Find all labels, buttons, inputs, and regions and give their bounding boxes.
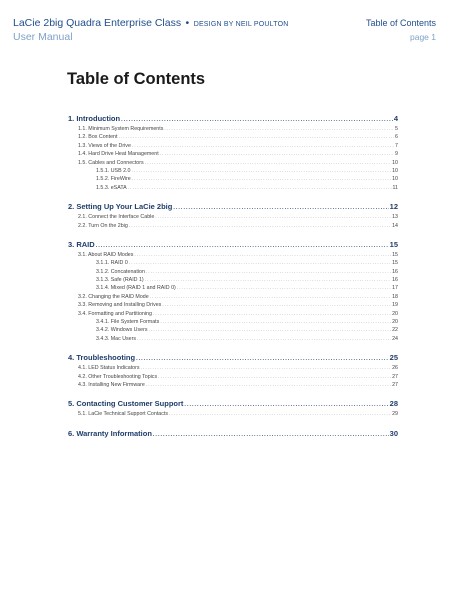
header-doc-line xyxy=(13,13,288,31)
toc-chapter-entry-page: 30 xyxy=(389,428,398,438)
toc-entry-title: 1.5.1. USB 2.0 xyxy=(96,167,131,174)
dot-leader xyxy=(177,286,391,291)
toc-entry-title: 3.4. Formatting and Partitioning xyxy=(78,310,152,317)
dot-leader xyxy=(118,135,394,140)
toc-entry-page: 15 xyxy=(392,260,398,267)
toc-entry[interactable] xyxy=(68,277,398,285)
toc-entry[interactable] xyxy=(68,214,398,222)
toc-entry[interactable] xyxy=(68,382,398,390)
design-credit: DESIGN BY NEIL POULTON xyxy=(193,21,289,28)
toc-entry-page: 17 xyxy=(392,285,398,292)
toc-entry[interactable] xyxy=(68,176,398,184)
dot-leader xyxy=(160,152,394,157)
toc-entry-title: 3.3. Removing and Installing Drives xyxy=(78,302,162,309)
toc-entry-page: 5 xyxy=(395,126,398,132)
toc-entry-title: 1.2. Box Content xyxy=(78,134,118,141)
toc-entry-page: 18 xyxy=(392,293,398,300)
toc-entry[interactable] xyxy=(68,134,398,142)
toc-entry-page: 24 xyxy=(392,335,398,342)
toc-entry[interactable] xyxy=(68,374,398,382)
toc-chapter-entry[interactable] xyxy=(68,240,398,251)
toc-heading: Table of Contents xyxy=(67,70,206,88)
document-subtitle: User Manual xyxy=(13,31,73,43)
page-header xyxy=(13,13,436,43)
dot-leader xyxy=(173,206,388,212)
toc-chapter xyxy=(68,353,398,390)
toc-entry-page: 10 xyxy=(392,176,398,183)
toc-chapter-entry[interactable] xyxy=(68,202,398,213)
dot-leader xyxy=(155,215,391,220)
toc-entry-page: 16 xyxy=(392,268,398,275)
toc-entry-title: 3.4.3. Mac Users xyxy=(96,335,137,342)
toc-entry-title: 5.1. LaCie Technical Support Contacts xyxy=(78,411,169,418)
toc-entry-page: 19 xyxy=(392,302,398,309)
toc-entry[interactable] xyxy=(68,185,398,193)
toc-entry-title: 1.4. Hard Drive Heat Management xyxy=(78,151,159,158)
dot-leader xyxy=(132,144,394,149)
dot-leader xyxy=(145,278,391,283)
toc-entry-page: 11 xyxy=(392,184,398,191)
dot-leader xyxy=(158,375,391,380)
page-number: page 1 xyxy=(410,32,436,42)
toc-entry[interactable] xyxy=(68,160,398,168)
toc-chapter-entry-title: 1. Introduction xyxy=(68,114,121,123)
section-name: Table of Contents xyxy=(365,18,436,28)
toc-entry-page: 10 xyxy=(392,167,398,174)
dot-leader xyxy=(153,433,389,439)
toc-chapter-entry-title: 3. RAID xyxy=(68,239,95,249)
toc-chapter-entry[interactable] xyxy=(68,353,398,364)
toc-chapter-entry[interactable] xyxy=(68,114,398,125)
toc-chapter-entry-title: 4. Troubleshooting xyxy=(68,353,136,363)
toc-entry-page: 9 xyxy=(395,151,398,158)
dot-leader xyxy=(129,224,391,229)
toc-chapter xyxy=(68,240,398,344)
toc-entry[interactable] xyxy=(68,311,398,319)
toc-entry-page: 16 xyxy=(392,277,398,284)
toc-chapter-entry-page: 28 xyxy=(389,399,398,409)
toc-entry-page: 20 xyxy=(392,319,398,326)
toc-entry[interactable] xyxy=(68,302,398,310)
toc-entry-title: 3.1.1. RAID 0 xyxy=(96,260,128,267)
toc-entry[interactable] xyxy=(68,143,398,151)
dot-leader xyxy=(149,328,392,333)
toc-entry-page: 14 xyxy=(392,222,398,229)
dot-leader xyxy=(134,253,391,258)
toc-entry-page: 10 xyxy=(392,159,398,166)
toc-entry[interactable] xyxy=(68,126,398,134)
toc-chapter-entry[interactable] xyxy=(68,429,398,440)
toc-entry[interactable] xyxy=(68,327,398,335)
toc-entry[interactable] xyxy=(68,168,398,176)
toc-chapter xyxy=(68,429,398,440)
toc-chapter-entry-page: 15 xyxy=(389,239,398,249)
dot-leader xyxy=(146,270,391,275)
toc-entry-title: 4.1. LED Status Indicators xyxy=(78,365,140,372)
dot-leader xyxy=(145,161,391,166)
dot-leader xyxy=(128,186,392,191)
document-title: LaCie 2big Quadra Enterprise Class xyxy=(13,17,182,29)
dot-leader xyxy=(121,118,393,124)
toc-entry-title: 1.5.3. eSATA xyxy=(96,184,127,191)
toc-entry-page: 27 xyxy=(392,381,398,388)
toc-entry[interactable] xyxy=(68,319,398,327)
dot-leader xyxy=(150,295,391,300)
dot-leader xyxy=(184,403,388,409)
toc-chapter xyxy=(68,202,398,231)
table-of-contents xyxy=(68,114,398,440)
toc-chapter-entry-title: 5. Contacting Customer Support xyxy=(68,399,184,409)
dot-leader xyxy=(131,169,391,174)
dot-leader xyxy=(153,312,391,317)
toc-entry-title: 3.4.2. Windows Users xyxy=(96,327,148,334)
toc-entry-page: 7 xyxy=(395,142,398,149)
toc-entry-title: 4.3. Installing New Firmware xyxy=(78,381,145,388)
toc-entry-title: 2.2. Turn On the 2big xyxy=(78,222,128,229)
title-separator: • xyxy=(185,17,190,29)
dot-leader xyxy=(132,177,391,182)
toc-chapter-entry-page: 4 xyxy=(393,114,398,123)
toc-chapter xyxy=(68,399,398,419)
toc-entry-page: 15 xyxy=(392,251,398,258)
toc-entry[interactable] xyxy=(68,336,398,344)
toc-entry-page: 27 xyxy=(392,373,398,380)
toc-entry-title: 3.1.4. Mixed (RAID 1 and RAID 0) xyxy=(96,285,176,292)
toc-entry-page: 20 xyxy=(392,310,398,317)
toc-entry[interactable] xyxy=(68,223,398,231)
dot-leader xyxy=(169,412,391,417)
toc-entry-title: 4.2. Other Troubleshooting Topics xyxy=(78,373,158,380)
toc-entry[interactable] xyxy=(68,260,398,268)
toc-entry-title: 1.1. Minimum System Requirements xyxy=(78,126,164,132)
toc-entry[interactable] xyxy=(68,365,398,373)
toc-entry-title: 3.1.2. Concatenation xyxy=(96,268,145,275)
toc-entry[interactable] xyxy=(68,294,398,302)
toc-entry[interactable] xyxy=(68,151,398,159)
dot-leader xyxy=(96,244,389,250)
toc-entry-title: 3.4.1. File System Formats xyxy=(96,319,160,326)
dot-leader xyxy=(129,261,391,266)
toc-entry[interactable] xyxy=(68,285,398,293)
toc-entry-title: 1.5.2. FireWire xyxy=(96,176,131,183)
dot-leader xyxy=(137,337,391,342)
toc-chapter-entry-title: 6. Warranty Information xyxy=(68,428,152,438)
toc-entry-page: 22 xyxy=(392,327,398,334)
toc-entry-page: 29 xyxy=(392,411,398,418)
dot-leader xyxy=(162,303,391,308)
toc-entry-title: 3.1. About RAID Modes xyxy=(78,251,134,258)
toc-chapter-entry-title: 2. Setting Up Your LaCie 2big xyxy=(68,202,173,212)
dot-leader xyxy=(146,383,391,388)
dot-leader xyxy=(160,320,391,325)
toc-chapter-entry[interactable] xyxy=(68,399,398,410)
dot-leader xyxy=(141,366,392,371)
toc-entry-title: 3.1.3. Safe (RAID 1) xyxy=(96,277,144,284)
toc-entry-page: 6 xyxy=(395,134,398,141)
toc-chapter xyxy=(68,114,398,193)
toc-entry-title: 1.5. Cables and Connectors xyxy=(78,159,144,166)
toc-entry-title: 2.1. Connect the Interface Cable xyxy=(78,214,155,221)
toc-entry[interactable] xyxy=(68,252,398,260)
toc-entry-page: 26 xyxy=(392,365,398,372)
toc-chapter-entry-page: 12 xyxy=(389,202,398,212)
toc-entry-page: 13 xyxy=(392,214,398,221)
dot-leader xyxy=(164,127,394,132)
toc-entry-title: 3.2. Changing the RAID Mode xyxy=(78,293,149,300)
toc-entry[interactable] xyxy=(68,269,398,277)
toc-entry-title: 1.3. Views of the Drive xyxy=(78,142,131,149)
dot-leader xyxy=(136,357,389,363)
toc-entry[interactable] xyxy=(68,411,398,419)
toc-chapter-entry-page: 25 xyxy=(389,353,398,363)
